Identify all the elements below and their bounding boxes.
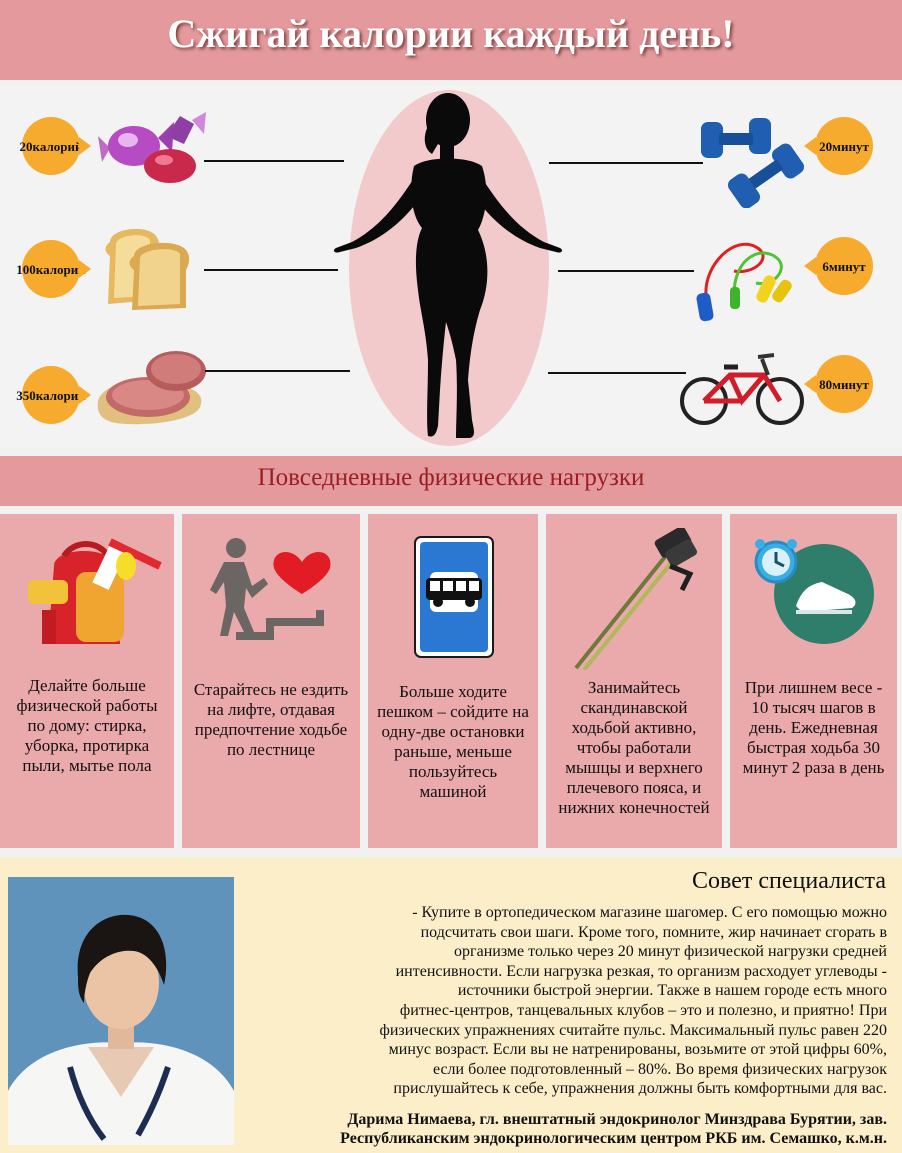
activity-badge-2-amount: 6: [822, 258, 829, 274]
tip-card-walking-text: Больше ходите пешком – сойдите на одну-две остановки раньше, меньше пользуйтесь машиной: [377, 682, 529, 801]
advice-line: подсчитать свои шаги. Кроме того, помните, жир начинает сгорать в: [420, 923, 887, 941]
connector-line-right-2: [558, 270, 694, 272]
calorie-badge-1-unit: калорий: [32, 138, 83, 154]
activity-badge-2: [815, 237, 873, 295]
advice-line: - Купите в ортопедическом магазине шагомер. С его помощью можно: [412, 904, 887, 921]
cleaning-supplies-icon: [14, 526, 164, 656]
advice-text: [244, 903, 887, 1099]
tip-card-housework: [0, 514, 174, 848]
page-title: Сжигай калории каждый день!: [167, 11, 735, 56]
author-signature: [220, 1110, 887, 1148]
candy-icon: [96, 108, 212, 186]
activity-badge-3-amount: 80: [819, 376, 833, 392]
nordic-walking-poles-icon: [570, 528, 700, 670]
tip-card-housework-text: Делайте больше физической работы по дому: стирка, уборка, протирка пыли, мытье пола: [16, 676, 158, 775]
tip-card-nordic-text: Занимайтесь скандинавской ходьбой активно, чтобы работали мышцы и верхнего плечевого пояса, и нижних конечностей: [558, 678, 710, 817]
doctor-photo: [8, 877, 234, 1145]
toast-icon: [100, 222, 196, 312]
activity-badge-2-unit: минут: [828, 258, 866, 274]
advice-line: если более подготовленный – 80%. Во время физических нагрузок: [432, 1060, 887, 1078]
connector-line-left-1: [204, 160, 344, 162]
connector-line-right-3: [548, 372, 686, 374]
advice-line: источники быстрой энергии. Также в нашем городе есть много: [457, 982, 887, 1000]
activity-badge-1-amount: 20: [819, 138, 833, 154]
connector-line-left-2: [204, 269, 338, 271]
advice-line: минус возраст. Если вы не натренированы, возьмите от этой цифры 60%,: [388, 1041, 887, 1059]
advice-line: прислушайтесь к себе, упражнения должны быть комфортными для вас.: [393, 1080, 887, 1098]
tip-card-walking: [368, 514, 538, 848]
tip-card-nordic: [546, 514, 722, 848]
activity-badge-1: [815, 117, 873, 175]
calorie-badge-3: [16, 366, 86, 424]
tip-card-steps-text: При лишнем весе - 10 тысяч шагов в день. Ежедневная быстрая ходьба 30 минут 2 раза в день: [742, 678, 885, 777]
dumbbells-icon: [697, 116, 809, 208]
calorie-badge-1-pointer: [79, 137, 91, 155]
daily-activity-title: Повседневные физические нагрузки: [257, 464, 645, 491]
jump-rope-icon: [694, 235, 794, 325]
calorie-badge-2: [16, 240, 86, 298]
tip-card-stairs: [182, 514, 360, 848]
calorie-badge-2-pointer: [79, 260, 91, 278]
woman-silhouette-icon: [330, 90, 570, 450]
activity-badge-3-unit: минут: [832, 376, 869, 392]
calorie-badge-2-amount: 100: [16, 261, 36, 277]
sneaker-clock-icon: [752, 538, 878, 644]
calorie-badge-3-unit: калорий: [35, 387, 86, 403]
calorie-badge-1-amount: 20: [19, 138, 33, 154]
stairs-heart-icon: [208, 536, 336, 646]
doctor-portrait-icon: [8, 877, 234, 1145]
calorie-badge-1: [19, 117, 83, 175]
signature-line: Дарима Нимаева, гл. внештатный эндокринолог Минздрава Бурятии, зав.: [347, 1111, 887, 1128]
connector-line-right-1: [549, 162, 703, 164]
advice-line: физических упражнениях считайте пульс. Максимальный пульс равен 220: [379, 1021, 887, 1039]
advice-line: организме только через 20 минут физической нагрузки средней: [454, 943, 887, 961]
calorie-badge-3-pointer: [79, 386, 91, 404]
calorie-badge-3-amount: 350: [16, 387, 36, 403]
tip-card-stairs-text: Старайтесь не ездить на лифте, отдавая предпочтение ходьбе по лестнице: [193, 680, 349, 759]
activity-badge-1-unit: минут: [832, 138, 869, 154]
signature-line: Республиканским эндокринологическим центром РКБ им. Семашко, к.м.н.: [340, 1130, 887, 1147]
advice-line: фитнес-центров, танцевальных клубов – это и полезно, и приятно! При: [399, 1001, 887, 1019]
tip-card-steps: [730, 514, 897, 848]
sausage-sandwich-icon: [96, 335, 210, 427]
connector-line-left-3: [205, 370, 350, 372]
calorie-badge-2-unit: калорий: [35, 261, 86, 277]
advice-heading: Совет специалиста: [692, 868, 886, 894]
activity-badge-3: [815, 355, 873, 413]
bus-stop-sign-icon: [414, 536, 494, 658]
advice-line: интенсивности. Если нагрузка резкая, то организм расходует углеводы -: [395, 962, 887, 980]
bicycle-icon: [680, 345, 806, 429]
